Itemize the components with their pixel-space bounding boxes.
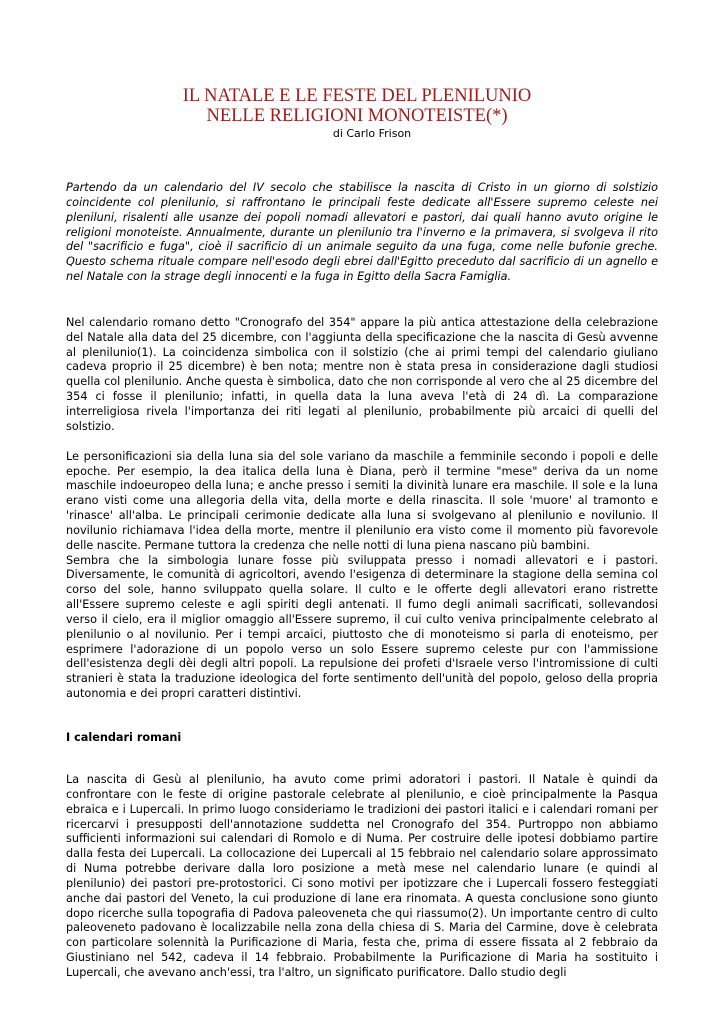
body-paragraph-3: Sembra che la simbologia lunare fosse più sviluppata presso i nomadi allevatori e i pastori. Diversamente, le comunità di agricoltori, avendo l'esigenza di determinare la stagione della semina col corso del sole, hanno sviluppato quella solare. Il culto e le offerte degli allevatori erano ristrette all'Essere supremo celeste e agli spiriti degli antenati. Il fumo degli animali sacrificati, sollevandosi verso il cielo, era il miglior omaggio all'Essere supremo, il cui culto veniva principalmente celebrato al plenilunio o al novilunio. Per i tempi arcaici, piuttosto che di monoteismo si parla di enoteismo, per esprimere l'adorazione di un popolo verso un solo Essere supremo celeste pur con l'ammissione dell'esistenza degli dèi degli altri popoli. La repulsione dei profeti d'Israele verso l'intromissione di culti stranieri è stata la traduzione ideologica del forte sentimento dell'unità del popolo, geloso della propria autonomia e dei propri caratteri distintivi. [66,553,658,701]
abstract-paragraph: Partendo da un calendario del IV secolo che stabilisce la nascita di Cristo in un giorno di solstizio coincidente col plenilunio, si raffrontano le principali feste dedicate all'Essere supremo celeste nei pleniluni, risalenti alle usanze dei popoli nomadi allevatori e pastori, dai quali hanno avuto origine le religioni monoteiste. Annualmente, durante un plenilunio tra l'inverno e la primavera, si svolgeva il rito del "sacrificio e fuga", cioè il sacrificio di un animale seguito da una fuga, come nelle bufonie greche. Questo schema rituale compare nell'esodo degli ebrei dall'Egitto preceduto dal sacrificio di un agnello e nel Natale con la strage degli innocenti e la fuga in Egitto della Sacra Famiglia. [66,181,658,284]
section-paragraph: La nascita di Gesù al plenilunio, ha avuto come primi adoratori i pastori. Il Natale è quindi da confrontare con le feste di origine pastorale celebrate al plenilunio, e cioè principalmente la Pasqua ebraica e i Lupercali. In primo luogo consideriamo le tradizioni dei pastori italici e i calendari romani per ricercarvi i presupposti dell'annotazione suddetta nel Cronografo del 354. Purtroppo non abbiamo sufficienti informazioni sui calendari di Romolo e di Numa. Per costruire delle ipotesi dobbiamo partire dalla festa dei Lupercali. La collocazione dei Lupercali al 15 febbraio nel calendario solare approssimato di Numa potrebbe derivare dalla loro posizione a metà mese nel calendario lunare (e quindi al plenilunio) dei pastori pre-protostorici. Ci sono motivi per ipotizzare che i Lupercali fossero festeggiati anche dai pastori del Veneto, la cui produzione di lane era rinomata. A questa conclusione sono giunto dopo ricerche sulla topografia di Padova paleoveneta che qui riassumo(2). Un importante centro di culto paleoveneto padovano è localizzabile nella zona della chiesa di S. Maria del Carmine, dove è celebrata con particolare solennità la Purificazione di Maria, festa che, prima di essere fissata al 2 febbraio da Giustiniano nel 542, cadeva il 14 febbraio. Probabilmente la Purificazione di Maria ha sostituito i Lupercali, che avevano anch'essi, tra l'altro, un significato purificatore. Dallo studio degli [66,773,658,979]
document-page [66,86,658,981]
body-paragraph-1: Nel calendario romano detto "Cronografo del 354" appare la più antica attestazione della celebrazione del Natale alla data del 25 dicembre, con l'aggiunta della specificazione che la nascita di Gesù avvenne al plenilunio(1). La coincidenza simbolica con il solstizio (che ai primi tempi del calendario giuliano cadeva proprio il 25 dicembre) è ben nota; mentre non è stata presa in considerazione dagli studiosi quella col plenilunio. Anche questa è simbolica, dato che non corrisponde al vero che al 25 dicembre del 354 ci fosse il plenilunio; infatti, in quella data la luna aveva l'età di 24 dì. La comparazione interreligiosa rivela l'importanza dei riti legati al plenilunio, probabilmente più arcaici di quelli del solstizio. [66,315,658,433]
title-line-2: NELLE RELIGIONI MONOTEISTE(*) [206,106,508,126]
author-byline: di Carlo Frison [332,127,412,140]
document-title [56,86,658,126]
section-heading: I calendari romani [66,731,182,744]
title-line-1: IL NATALE E LE FESTE DEL PLENILUNIO [182,86,532,106]
body-paragraph-2: Le personificazioni sia della luna sia del sole variano da maschile a femminile secondo i popoli e delle epoche. Per esempio, la dea italica della luna è Diana, però il termine "mese" deriva da un nome maschile indoeuropeo della luna; e anche presso i semiti la divinità lunare era maschile. Il sole e la luna erano visti come una allegoria della vita, della morte e della rinascita. Il sole 'muore' al tramonto e 'rinasce' all'alba. Le principali cerimonie dedicate alla luna si svolgevano al plenilunio e novilunio. Il novilunio richiamava l'idea della morte, mentre il plenilunio era visto come il momento più favorevole delle nascite. Permane tuttora la credenza che nelle notti di luna piena nascano più bambini. [66,449,658,552]
